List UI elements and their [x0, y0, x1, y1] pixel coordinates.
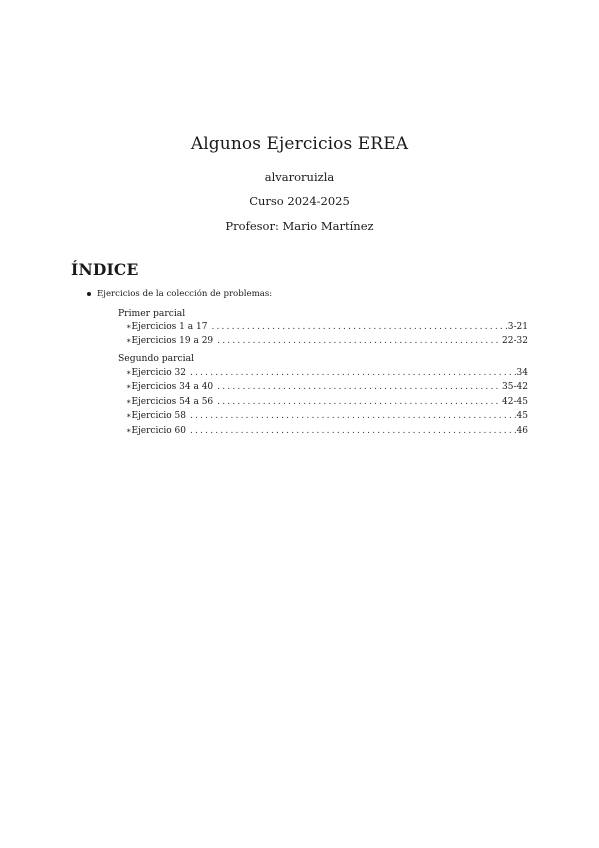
dot-leader: [217, 336, 501, 346]
toc-entry[interactable]: [126, 336, 528, 349]
bullet-dot-icon: [87, 292, 91, 296]
dot-leader: [211, 322, 506, 332]
index-bullet-item: [87, 289, 272, 299]
dot-leader: [190, 411, 516, 421]
index-bullet-text: Ejercicios de la colección de problemas:: [97, 289, 273, 299]
toc-entry-pages: 46: [516, 426, 528, 436]
document-course: Curso 2024-2025: [249, 194, 350, 208]
asterisk-icon: ∗: [126, 322, 132, 331]
section-title-segundo-parcial: Segundo parcial: [118, 353, 195, 364]
asterisk-icon: ∗: [126, 397, 132, 406]
toc-entry-pages: 22-32: [502, 336, 528, 346]
toc-entry-label: Ejercicio 58: [131, 411, 186, 421]
toc-entry-label: Ejercicio 60: [131, 426, 186, 436]
toc-entry-pages: 34: [516, 368, 528, 378]
toc-entry-label: Ejercicios 19 a 29: [131, 336, 214, 346]
toc-entry-pages: 35-42: [502, 382, 528, 392]
asterisk-icon: ∗: [126, 336, 132, 345]
toc-entry-label: Ejercicios 54 a 56: [131, 397, 214, 407]
dot-leader: [217, 397, 501, 407]
asterisk-icon: ∗: [126, 426, 132, 435]
toc-entry[interactable]: [126, 426, 528, 439]
toc-entry[interactable]: [126, 411, 528, 424]
toc-entry-pages: 42-45: [502, 397, 528, 407]
asterisk-icon: ∗: [126, 411, 132, 420]
asterisk-icon: ∗: [126, 368, 132, 377]
document-title: Algunos Ejercicios EREA: [190, 134, 409, 154]
index-heading: ÍNDICE: [71, 260, 139, 279]
toc-entry-label: Ejercicio 32: [131, 368, 186, 378]
toc-entry-pages: 45: [516, 411, 528, 421]
toc-entry-pages: 3-21: [507, 322, 528, 332]
toc-entry-label: Ejercicios 1 a 17: [131, 322, 208, 332]
toc-entry[interactable]: [126, 368, 528, 381]
document-author: alvaroruizla: [264, 170, 335, 184]
toc-entry-label: Ejercicios 34 a 40: [131, 382, 214, 392]
document-professor: Profesor: Mario Martínez: [225, 219, 374, 233]
asterisk-icon: ∗: [126, 382, 132, 391]
toc-entry[interactable]: [126, 397, 528, 410]
dot-leader: [190, 426, 516, 436]
section-title-primer-parcial: Primer parcial: [118, 308, 186, 319]
toc-entry[interactable]: [126, 322, 528, 335]
dot-leader: [190, 368, 516, 378]
dot-leader: [217, 382, 501, 392]
toc-entry[interactable]: [126, 382, 528, 395]
